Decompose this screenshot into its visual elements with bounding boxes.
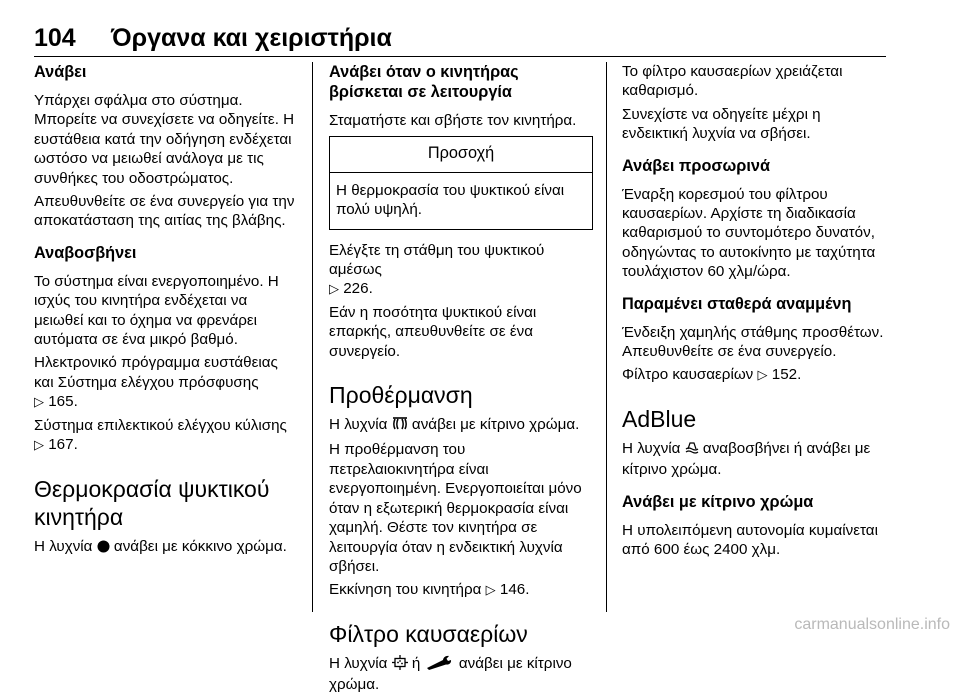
paragraph-text: αναβοσβήνει ή ανάβει με κίτρινο χρώμα.: [622, 439, 871, 479]
heading-on-engine-running: Ανάβει όταν ο κινητήρας βρίσκεται σε λειτουργία: [329, 63, 519, 101]
page-ref-link[interactable]: 146.: [499, 581, 530, 599]
page-ref-link[interactable]: 152.: [771, 366, 802, 384]
paragraph-text: Ηλεκτρονικό πρόγραμμα ευστάθειας και Σύστημα ελέγχου πρόσφυσης: [34, 354, 278, 391]
paragraph-text: ανάβει με κίτρινο χρώμα.: [329, 654, 572, 694]
paragraph: Ένδειξη χαμηλής στάθμης προσθέτων. Απευθυνθείτε σε ένα συνεργείο.: [622, 323, 884, 361]
paragraph-text: Η λυχνία: [34, 537, 93, 555]
paragraph-text: Η λυχνία: [329, 416, 388, 434]
column-2: [329, 62, 593, 699]
page-ref-link[interactable]: 165.: [48, 393, 78, 411]
paragraph-text: Σύστημα επιλεκτικού ελέγχου κύλισης: [34, 416, 287, 434]
paragraph: [34, 353, 298, 411]
wrench-icon: [425, 655, 455, 675]
adblue-icon: [685, 440, 699, 460]
paragraph: [622, 365, 886, 384]
paragraph: Υπάρχει σφάλμα στο σύστημα. Μπορείτε να συνεχίσετε να οδηγείτε. Η ευστάθεια κατά την οδήγηση ενδέχεται ωστόσο να μειωθεί ανάλογα με τις συνθήκες του οδοστρώματος.: [34, 92, 295, 187]
column-divider: [312, 62, 313, 612]
page-ref-arrow-icon: ▷: [485, 582, 496, 598]
paragraph: [329, 580, 593, 599]
heading-flashes: Αναβοσβήνει: [34, 243, 137, 262]
heading-temporarily-on: Ανάβει προσωρινά: [622, 156, 770, 175]
column-3: [622, 62, 886, 564]
paragraph: Η προθέρμανση του πετρελαιοκινητήρα είναι ενεργοποιημένη. Ενεργοποιείται μόνο όταν η εξωτερική θερμοκρασία είναι χαμηλή. Θέστε τον κινητήρα σε λειτουργία όταν η ενδεικτική λυχνία σβήσει.: [329, 441, 582, 575]
paragraph-text: Ελέγξτε τη στάθμη του ψυκτικού αμέσως: [329, 241, 545, 279]
page-ref-arrow-icon: ▷: [757, 367, 768, 383]
paragraph: Εάν η ποσότητα ψυκτικού είναι επαρκής, απευθυνθείτε σε ένα συνεργείο.: [329, 303, 537, 360]
paragraph: [622, 439, 886, 480]
paragraph: Συνεχίστε να οδηγείτε μέχρι η ενδεικτική λυχνία να σβήσει.: [622, 105, 821, 143]
paragraph: [34, 537, 298, 558]
paragraph: Έναρξη κορεσμού του φίλτρου καυσαερίων. Αρχίστε τη διαδικασία καθαρισμού το συντομότερο δυνατόν, οδηγώντας το αυτοκίνητο με ταχύτητα τουλάχιστον 60 χλμ/ώρα.: [622, 185, 876, 281]
column-divider: [606, 62, 607, 612]
paragraph: Το φίλτρο καυσαερίων χρειάζεται καθαρισμό.: [622, 63, 843, 100]
caution-box: [329, 136, 593, 229]
page-ref-link[interactable]: 167.: [48, 436, 78, 454]
caution-body: Η θερμοκρασία του ψυκτικού είναι πολύ υψηλή.: [336, 181, 565, 219]
coolant-warning-dot-icon: [97, 539, 110, 558]
watermark: carmanualsonline.info: [794, 616, 950, 633]
page-ref-arrow-icon: ▷: [34, 394, 44, 410]
paragraph: [329, 654, 593, 695]
paragraph: [329, 415, 593, 436]
paragraph: Η υπολειπόμενη αυτονομία κυμαίνεται από 600 έως 2400 χλμ.: [622, 521, 878, 559]
exhaust-filter-icon: [392, 655, 408, 675]
paragraph-text: Η λυχνία: [329, 654, 388, 672]
paragraph: [329, 241, 593, 299]
page-ref-arrow-icon: ▷: [34, 437, 44, 453]
column-1: [34, 62, 298, 562]
heading-yellow-on: Ανάβει με κίτρινο χρώμα: [622, 492, 814, 511]
paragraph: Το σύστημα είναι ενεργοποιημένο. Η ισχύς του κινητήρα ενδέχεται να μειωθεί και το όχημα να φρενάρει αυτόματα σε ένα μικρό βαθμό.: [34, 272, 279, 349]
page-number: 104: [34, 24, 76, 52]
paragraph: Σταματήστε και σβήστε τον κινητήρα.: [329, 112, 577, 129]
glow-plug-icon: [392, 416, 408, 436]
page-ref-arrow-icon: ▷: [329, 281, 339, 297]
paragraph-text: Η λυχνία: [622, 439, 681, 457]
heading-coolant-temperature: Θερμοκρασία ψυκτικού κινητήρα: [34, 475, 270, 530]
caution-title: Προσοχή: [330, 137, 592, 172]
paragraph-text: Εκκίνηση του κινητήρα: [329, 581, 482, 599]
heading-adblue: AdBlue: [622, 405, 697, 432]
heading-exhaust-filter: Φίλτρο καυσαερίων: [329, 620, 528, 647]
page-header: [34, 24, 886, 57]
paragraph-text: ή: [411, 654, 421, 672]
paragraph-text: ανάβει με κίτρινο χρώμα.: [411, 416, 580, 434]
page-ref-link[interactable]: 226.: [343, 280, 373, 298]
paragraph-text: ανάβει με κόκκινο χρώμα.: [113, 537, 287, 555]
paragraph-text: Φίλτρο καυσαερίων: [622, 366, 754, 384]
page-title: Όργανα και χειριστήρια: [111, 24, 392, 52]
heading-lights-on: Ανάβει: [34, 63, 87, 81]
heading-preheating: Προθέρμανση: [329, 382, 473, 409]
paragraph: [34, 416, 298, 455]
heading-stays-on: Παραμένει σταθερά αναμμένη: [622, 294, 852, 313]
paragraph: Απευθυνθείτε σε ένα συνεργείο για την αποκατάσταση της αιτίας της βλάβης.: [34, 193, 295, 230]
